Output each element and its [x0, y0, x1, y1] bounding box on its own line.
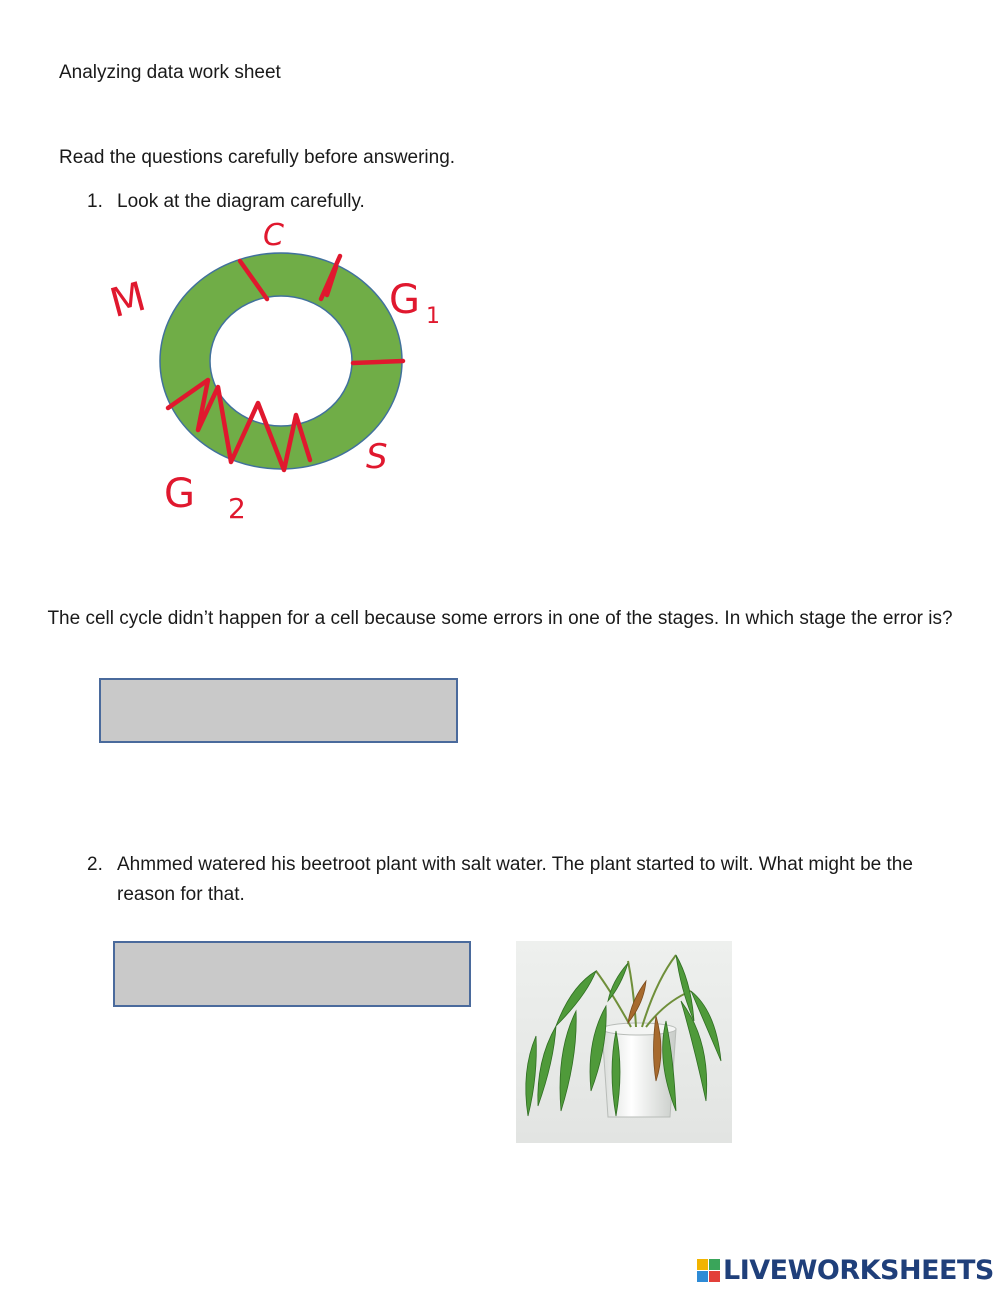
question-1-number: 1.	[87, 191, 103, 212]
label-g2-letter: G	[164, 471, 195, 517]
liveworksheets-logo	[697, 1254, 994, 1286]
wilted-plant-image	[516, 941, 732, 1143]
answer-box-2[interactable]	[113, 941, 471, 1007]
question-2-text: Ahmmed watered his beetroot plant with salt water. The plant started to wilt. What might be the reason for that.	[117, 854, 913, 905]
label-g1-letter: G	[389, 277, 420, 323]
divider-mark-right	[353, 361, 403, 363]
question-2-number: 2.	[87, 854, 103, 875]
label-c: C	[263, 218, 284, 253]
cell-cycle-diagram	[100, 215, 460, 535]
logo-text: LIVEWORKSHEETS	[723, 1254, 994, 1286]
worksheet-title: Analyzing data work sheet	[59, 62, 281, 83]
instruction-text: Read the questions carefully before answering.	[59, 147, 456, 168]
label-m: M	[105, 273, 151, 328]
label-s: S	[366, 437, 388, 477]
label-g1-sub: 1	[426, 304, 440, 329]
logo-blocks-icon	[697, 1259, 720, 1282]
label-g2-sub: 2	[228, 492, 246, 525]
answer-box-1[interactable]	[99, 678, 458, 743]
question-1-text: Look at the diagram carefully.	[117, 191, 365, 212]
question-1-followup: The cell cycle didn’t happen for a cell because some errors in one of the stages. In which stage the error is?	[47, 608, 953, 629]
